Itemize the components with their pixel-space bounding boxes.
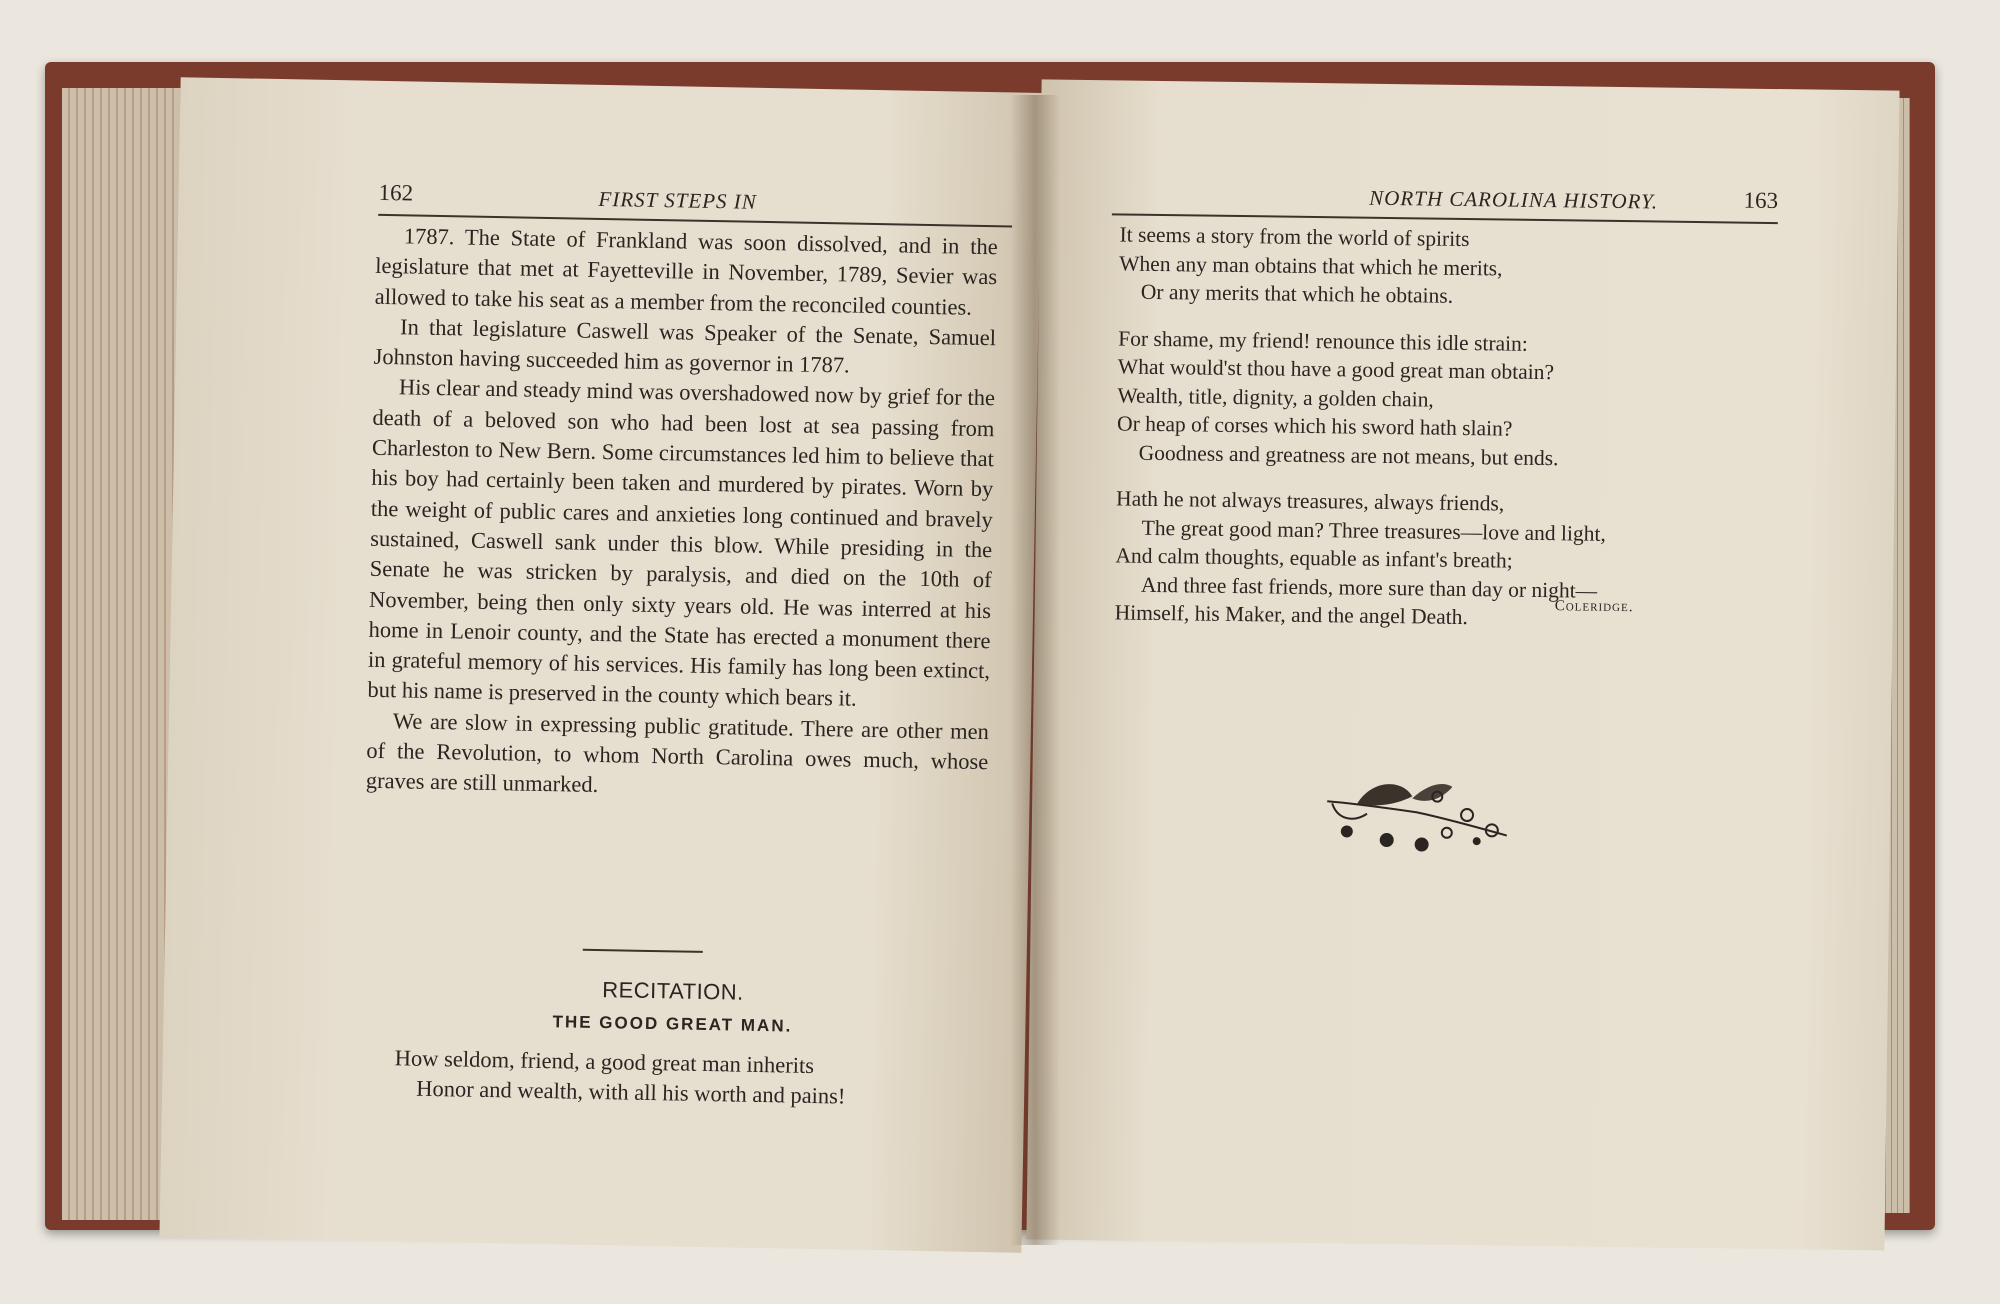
right-running-head xyxy=(1112,165,1779,224)
left-running-title: FIRST STEPS IN xyxy=(598,186,758,214)
paragraph: His clear and steady mind was overshadowed now by grief for the death of a beloved son who had been lost at sea passing from Charleston to New Bern. Some circumstances led him to believe that his boy had certainly been taken and murdered by pirates. Worn by the weight of public cares and anxieties long continued and bravely sustained, Caswell sank under this blow. While presiding in the Senate he was stricken by paralysis, and died on the 10th of November, being then only sixty years old. He was interred at his home in Lenoir county, and the State has erected a monument there in grateful memory of his services. His family has long been extinct, but his name is preserved in the county which bears it. xyxy=(367,374,996,712)
paragraph: 1787. The State of Frankland was soon dissolved, and in the legislature that met at Fayetteville in November, 1789, Sevier was allowed to take his seat as a member from the reconciled counties. xyxy=(374,223,998,320)
right-running-title: NORTH CAROLINA HISTORY. xyxy=(1369,185,1659,214)
left-body-text xyxy=(366,221,998,808)
poem-line: Or any merits that which he obtains. xyxy=(1140,279,1454,308)
poem-line: Honor and wealth, with all his worth and pains! xyxy=(415,1075,846,1109)
paragraph: In that legislature Caswell was Speaker of the Senate, Samuel Johnston having succeeded him as governor in 1787. xyxy=(373,314,997,378)
section-divider xyxy=(583,949,703,953)
poem-attribution: Coleridge. xyxy=(1554,598,1634,616)
stanza xyxy=(1119,220,1610,312)
poem-line: How seldom, friend, a good great man inherits xyxy=(394,1045,815,1078)
poem-line: Or heap of corses which his sword hath slain? xyxy=(1116,411,1513,441)
poem-line: Hath he not always treasures, always friends, xyxy=(1115,486,1505,516)
right-page-number: 163 xyxy=(1743,187,1779,214)
poem-line: It seems a story from the world of spirits xyxy=(1119,222,1470,252)
stanza xyxy=(1117,324,1609,473)
poem-line: The great good man? Three treasures—love and light, xyxy=(1141,515,1606,546)
left-running-head xyxy=(378,166,1013,228)
poem-line: For shame, my friend! renounce this idle strain: xyxy=(1118,325,1528,356)
left-page-number: 162 xyxy=(378,179,414,206)
right-page xyxy=(1026,79,1899,1250)
spine-shadow xyxy=(1010,95,1060,1245)
floral-sprig-icon xyxy=(1317,773,1518,856)
poem-line: When any man obtains that which he merits, xyxy=(1119,250,1503,280)
recitation-heading: RECITATION. xyxy=(602,977,745,1005)
stanza xyxy=(1114,484,1606,633)
paragraph: We are slow in expressing public gratitude. There are other men of the Revolution, to whom North Carolina owes much, whose graves are still unmarked. xyxy=(365,707,990,798)
poem-continuation xyxy=(1114,220,1610,651)
poem-line: Goodness and greatness are not means, but ends. xyxy=(1138,440,1559,470)
poem-line: Himself, his Maker, and the angel Death. xyxy=(1114,600,1468,630)
poem-title: THE GOOD GREAT MAN. xyxy=(552,1012,793,1036)
poem-line: And calm thoughts, equable as infant's breath; xyxy=(1115,543,1513,573)
poem-opening xyxy=(394,1043,846,1111)
left-page xyxy=(159,77,1042,1253)
poem-line: And three fast friends, more sure than day or night— xyxy=(1140,572,1598,603)
poem-line: What would'st thou have a good great man obtain? xyxy=(1117,354,1555,385)
poem-line: Wealth, title, dignity, a golden chain, xyxy=(1117,382,1434,412)
